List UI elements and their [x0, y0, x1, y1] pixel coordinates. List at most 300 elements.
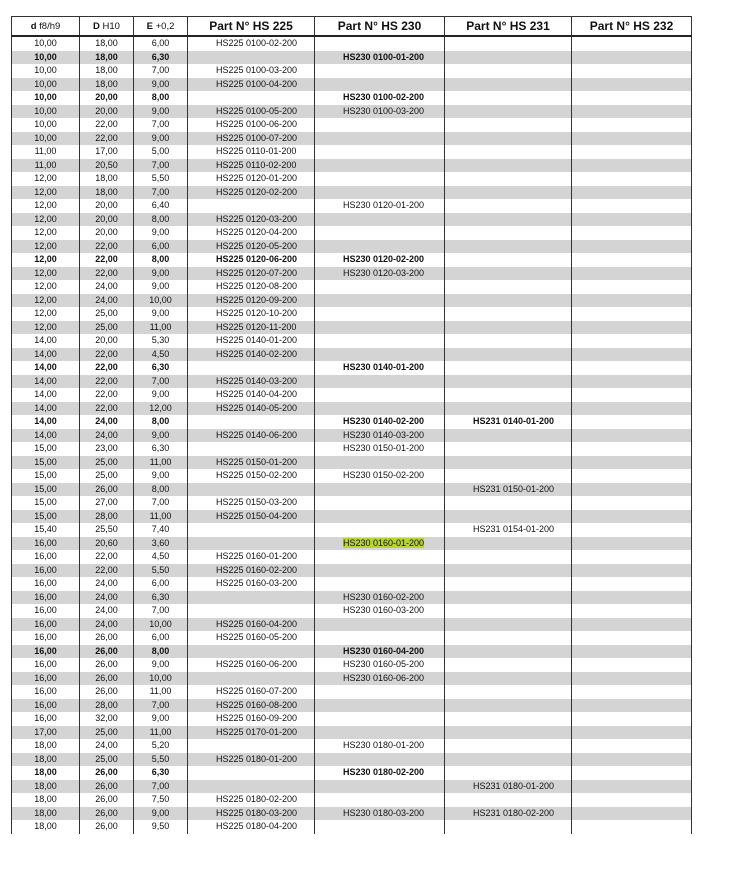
table-row: [12, 483, 692, 497]
cell-hs225: HS225 0120-07-200: [188, 267, 315, 281]
cell-d: 15,00: [12, 469, 80, 483]
cell-hs231: [445, 78, 572, 92]
header-hs225: Part N° HS 225: [188, 17, 315, 37]
table-row: [12, 280, 692, 294]
table-row: [12, 591, 692, 605]
cell-hs230: [315, 213, 445, 227]
cell-hs231: [445, 361, 572, 375]
cell-E: 9,00: [134, 132, 188, 146]
cell-E: 9,00: [134, 105, 188, 119]
cell-d: 10,00: [12, 64, 80, 78]
cell-hs232: [572, 442, 692, 456]
cell-hs231: [445, 213, 572, 227]
cell-hs232: [572, 375, 692, 389]
table-row: [12, 510, 692, 524]
cell-hs232: [572, 753, 692, 767]
cell-hs225: HS225 0100-04-200: [188, 78, 315, 92]
cell-d: 16,00: [12, 631, 80, 645]
cell-hs231: [445, 699, 572, 713]
cell-D: 22,00: [80, 564, 134, 578]
cell-D: 22,00: [80, 550, 134, 564]
cell-d: 16,00: [12, 658, 80, 672]
cell-E: 9,00: [134, 280, 188, 294]
cell-hs231: [445, 564, 572, 578]
cell-d: 11,00: [12, 145, 80, 159]
cell-hs230: [315, 321, 445, 335]
cell-D: 17,00: [80, 145, 134, 159]
cell-hs231: [445, 402, 572, 416]
cell-hs230: [315, 36, 445, 51]
cell-hs230: [315, 685, 445, 699]
table-row: [12, 226, 692, 240]
parts-table: [11, 16, 692, 834]
cell-d: 10,00: [12, 132, 80, 146]
cell-d: 10,00: [12, 51, 80, 65]
cell-E: 5,50: [134, 172, 188, 186]
cell-hs231: [445, 375, 572, 389]
cell-E: 7,00: [134, 186, 188, 200]
table-row: [12, 564, 692, 578]
table-row: [12, 294, 692, 308]
table-row: [12, 64, 692, 78]
cell-E: 6,00: [134, 631, 188, 645]
table-row: [12, 780, 692, 794]
cell-hs231: [445, 348, 572, 362]
cell-hs230: [315, 240, 445, 254]
cell-E: 10,00: [134, 618, 188, 632]
cell-hs231: [445, 91, 572, 105]
cell-hs225: [188, 91, 315, 105]
cell-hs225: HS225 0140-06-200: [188, 429, 315, 443]
table-row: [12, 388, 692, 402]
cell-D: 24,00: [80, 591, 134, 605]
cell-hs230: HS230 0150-02-200: [315, 469, 445, 483]
cell-D: 26,00: [80, 766, 134, 780]
cell-hs232: [572, 159, 692, 173]
cell-hs232: [572, 672, 692, 686]
cell-d: 14,00: [12, 334, 80, 348]
cell-hs225: [188, 537, 315, 551]
cell-D: 25,00: [80, 307, 134, 321]
cell-hs230: [315, 793, 445, 807]
cell-D: 22,00: [80, 402, 134, 416]
cell-hs232: [572, 105, 692, 119]
cell-hs230: [315, 118, 445, 132]
cell-D: 28,00: [80, 510, 134, 524]
header-hs232: Part N° HS 232: [572, 17, 692, 37]
table-row: [12, 712, 692, 726]
cell-hs231: [445, 132, 572, 146]
cell-hs225: HS225 0100-05-200: [188, 105, 315, 119]
cell-D: 24,00: [80, 604, 134, 618]
cell-D: 24,00: [80, 415, 134, 429]
cell-hs232: [572, 631, 692, 645]
table-row: [12, 442, 692, 456]
table-row: [12, 793, 692, 807]
cell-d: 14,00: [12, 429, 80, 443]
cell-hs231: [445, 105, 572, 119]
cell-E: 6,30: [134, 766, 188, 780]
cell-hs232: [572, 402, 692, 416]
table-row: [12, 658, 692, 672]
cell-E: 5,00: [134, 145, 188, 159]
cell-d: 14,00: [12, 375, 80, 389]
table-row: [12, 402, 692, 416]
cell-hs230: [315, 618, 445, 632]
cell-d: 12,00: [12, 186, 80, 200]
cell-hs225: HS225 0180-03-200: [188, 807, 315, 821]
cell-d: 12,00: [12, 294, 80, 308]
cell-hs231: [445, 186, 572, 200]
cell-hs232: [572, 726, 692, 740]
cell-hs231: HS231 0150-01-200: [445, 483, 572, 497]
cell-hs225: HS225 0110-02-200: [188, 159, 315, 173]
cell-hs230: HS230 0120-01-200: [315, 199, 445, 213]
cell-D: 26,00: [80, 780, 134, 794]
table-row: [12, 91, 692, 105]
table-row: [12, 469, 692, 483]
cell-E: 6,00: [134, 36, 188, 51]
cell-d: 11,00: [12, 159, 80, 173]
cell-hs225: HS225 0180-04-200: [188, 820, 315, 834]
cell-hs232: [572, 658, 692, 672]
cell-hs231: [445, 253, 572, 267]
cell-d: 18,00: [12, 739, 80, 753]
cell-hs231: [445, 267, 572, 281]
cell-E: 11,00: [134, 510, 188, 524]
table-row: [12, 645, 692, 659]
cell-D: 22,00: [80, 361, 134, 375]
cell-hs231: HS231 0140-01-200: [445, 415, 572, 429]
cell-D: 18,00: [80, 36, 134, 51]
cell-hs232: [572, 564, 692, 578]
cell-D: 24,00: [80, 618, 134, 632]
cell-d: 15,00: [12, 483, 80, 497]
cell-hs225: [188, 591, 315, 605]
cell-hs232: [572, 199, 692, 213]
cell-d: 10,00: [12, 118, 80, 132]
cell-hs230: [315, 159, 445, 173]
table-row: [12, 739, 692, 753]
table-row: [12, 348, 692, 362]
cell-E: 11,00: [134, 685, 188, 699]
cell-D: 25,00: [80, 753, 134, 767]
cell-hs232: [572, 820, 692, 834]
cell-hs225: HS225 0120-02-200: [188, 186, 315, 200]
cell-D: 25,50: [80, 523, 134, 537]
cell-hs231: [445, 618, 572, 632]
cell-hs225: HS225 0120-03-200: [188, 213, 315, 227]
cell-hs230: HS230 0160-03-200: [315, 604, 445, 618]
cell-hs230: [315, 753, 445, 767]
cell-E: 7,00: [134, 496, 188, 510]
table-row: [12, 753, 692, 767]
cell-hs225: HS225 0100-03-200: [188, 64, 315, 78]
cell-hs230: [315, 550, 445, 564]
cell-D: 25,00: [80, 321, 134, 335]
cell-E: 7,40: [134, 523, 188, 537]
cell-D: 23,00: [80, 442, 134, 456]
cell-hs232: [572, 294, 692, 308]
cell-hs225: HS225 0160-01-200: [188, 550, 315, 564]
cell-D: 20,50: [80, 159, 134, 173]
cell-hs232: [572, 267, 692, 281]
cell-hs230: [315, 496, 445, 510]
cell-D: 32,00: [80, 712, 134, 726]
cell-D: 26,00: [80, 820, 134, 834]
cell-D: 26,00: [80, 685, 134, 699]
cell-hs232: [572, 712, 692, 726]
cell-hs231: [445, 631, 572, 645]
cell-d: 12,00: [12, 172, 80, 186]
cell-d: 16,00: [12, 712, 80, 726]
highlighted-part-number: HS230 0160-01-200: [343, 537, 425, 548]
cell-d: 14,00: [12, 361, 80, 375]
cell-hs231: [445, 645, 572, 659]
cell-hs230: [315, 577, 445, 591]
cell-hs225: [188, 672, 315, 686]
cell-hs225: [188, 645, 315, 659]
cell-d: 16,00: [12, 591, 80, 605]
cell-hs230: [315, 280, 445, 294]
table-row: [12, 604, 692, 618]
cell-hs232: [572, 307, 692, 321]
cell-hs225: HS225 0170-01-200: [188, 726, 315, 740]
cell-D: 26,00: [80, 807, 134, 821]
cell-hs231: [445, 766, 572, 780]
cell-E: 8,00: [134, 415, 188, 429]
table-row: [12, 820, 692, 834]
cell-hs231: [445, 793, 572, 807]
cell-hs232: [572, 334, 692, 348]
cell-hs232: [572, 253, 692, 267]
cell-E: 11,00: [134, 726, 188, 740]
cell-hs230: [315, 780, 445, 794]
cell-d: 12,00: [12, 226, 80, 240]
cell-d: 12,00: [12, 213, 80, 227]
cell-hs232: [572, 699, 692, 713]
cell-d: 16,00: [12, 604, 80, 618]
cell-D: 25,00: [80, 469, 134, 483]
cell-hs232: [572, 213, 692, 227]
cell-E: 8,00: [134, 253, 188, 267]
cell-hs232: [572, 172, 692, 186]
table-row: [12, 172, 692, 186]
cell-D: 22,00: [80, 375, 134, 389]
cell-hs231: [445, 429, 572, 443]
table-row: [12, 699, 692, 713]
cell-hs232: [572, 321, 692, 335]
cell-hs230: [315, 294, 445, 308]
cell-E: 9,00: [134, 388, 188, 402]
cell-hs230: HS230 0180-02-200: [315, 766, 445, 780]
table-row: [12, 577, 692, 591]
header-E: E +0,2: [134, 17, 188, 37]
table-row: [12, 766, 692, 780]
cell-hs225: HS225 0140-03-200: [188, 375, 315, 389]
cell-hs230: HS230 0100-01-200: [315, 51, 445, 65]
cell-hs231: [445, 172, 572, 186]
cell-hs225: HS225 0120-08-200: [188, 280, 315, 294]
cell-hs231: [445, 64, 572, 78]
table-row: [12, 186, 692, 200]
cell-hs232: [572, 793, 692, 807]
cell-E: 9,00: [134, 658, 188, 672]
table-row: [12, 334, 692, 348]
cell-hs231: [445, 321, 572, 335]
cell-hs225: HS225 0140-05-200: [188, 402, 315, 416]
cell-hs230: [315, 64, 445, 78]
cell-d: 14,00: [12, 388, 80, 402]
cell-hs232: [572, 766, 692, 780]
cell-E: 9,00: [134, 78, 188, 92]
cell-hs225: [188, 483, 315, 497]
cell-hs232: [572, 36, 692, 51]
table-row: [12, 456, 692, 470]
cell-hs225: HS225 0180-02-200: [188, 793, 315, 807]
header-hs231: Part N° HS 231: [445, 17, 572, 37]
cell-hs230: [315, 699, 445, 713]
cell-E: 6,40: [134, 199, 188, 213]
table-row: [12, 618, 692, 632]
cell-hs230: HS230 0180-03-200: [315, 807, 445, 821]
cell-hs225: [188, 361, 315, 375]
cell-hs231: [445, 672, 572, 686]
cell-hs232: [572, 226, 692, 240]
cell-hs225: [188, 199, 315, 213]
cell-hs231: [445, 510, 572, 524]
cell-hs225: HS225 0160-03-200: [188, 577, 315, 591]
cell-hs231: [445, 820, 572, 834]
cell-D: 26,00: [80, 645, 134, 659]
cell-hs231: HS231 0180-02-200: [445, 807, 572, 821]
cell-D: 24,00: [80, 429, 134, 443]
cell-hs232: [572, 132, 692, 146]
cell-hs232: [572, 550, 692, 564]
cell-hs232: [572, 510, 692, 524]
cell-hs225: HS225 0160-04-200: [188, 618, 315, 632]
table-row: [12, 321, 692, 335]
cell-hs230: [315, 510, 445, 524]
table-row: [12, 105, 692, 119]
cell-hs225: HS225 0160-06-200: [188, 658, 315, 672]
cell-hs230: HS230 0150-01-200: [315, 442, 445, 456]
cell-d: 16,00: [12, 577, 80, 591]
cell-hs230: [315, 456, 445, 470]
cell-hs231: HS231 0180-01-200: [445, 780, 572, 794]
cell-d: 15,00: [12, 510, 80, 524]
cell-d: 18,00: [12, 793, 80, 807]
cell-hs232: [572, 739, 692, 753]
cell-D: 22,00: [80, 118, 134, 132]
cell-E: 9,00: [134, 267, 188, 281]
cell-hs230: [315, 388, 445, 402]
cell-d: 16,00: [12, 550, 80, 564]
cell-hs230: [315, 564, 445, 578]
cell-hs230: [315, 375, 445, 389]
cell-E: 9,00: [134, 307, 188, 321]
cell-hs230: HS230 0160-05-200: [315, 658, 445, 672]
cell-hs225: [188, 766, 315, 780]
cell-E: 9,00: [134, 807, 188, 821]
cell-hs225: [188, 739, 315, 753]
cell-D: 25,00: [80, 456, 134, 470]
table-row: [12, 132, 692, 146]
cell-E: 7,00: [134, 699, 188, 713]
cell-E: 9,00: [134, 226, 188, 240]
cell-E: 7,00: [134, 375, 188, 389]
cell-D: 18,00: [80, 186, 134, 200]
cell-E: 4,50: [134, 550, 188, 564]
cell-d: 16,00: [12, 618, 80, 632]
cell-hs231: [445, 36, 572, 51]
header-D: D H10: [80, 17, 134, 37]
cell-hs231: [445, 726, 572, 740]
cell-hs225: HS225 0160-02-200: [188, 564, 315, 578]
cell-D: 18,00: [80, 64, 134, 78]
cell-d: 10,00: [12, 105, 80, 119]
cell-hs225: HS225 0120-10-200: [188, 307, 315, 321]
cell-d: 10,00: [12, 91, 80, 105]
cell-hs231: [445, 118, 572, 132]
cell-D: 25,00: [80, 726, 134, 740]
cell-hs225: HS225 0120-11-200: [188, 321, 315, 335]
table-row: [12, 496, 692, 510]
cell-hs230: HS230 0120-02-200: [315, 253, 445, 267]
cell-hs232: [572, 618, 692, 632]
cell-hs225: HS225 0120-04-200: [188, 226, 315, 240]
cell-D: 27,00: [80, 496, 134, 510]
cell-d: 12,00: [12, 280, 80, 294]
table-row: [12, 537, 692, 551]
cell-E: 5,20: [134, 739, 188, 753]
cell-hs232: [572, 348, 692, 362]
header-hs230: Part N° HS 230: [315, 17, 445, 37]
table-row: [12, 253, 692, 267]
cell-E: 11,00: [134, 456, 188, 470]
cell-hs230: HS230 0100-02-200: [315, 91, 445, 105]
cell-hs231: [445, 456, 572, 470]
cell-hs231: [445, 591, 572, 605]
cell-E: 6,00: [134, 240, 188, 254]
cell-d: 12,00: [12, 199, 80, 213]
cell-hs231: [445, 537, 572, 551]
cell-hs231: [445, 294, 572, 308]
cell-hs230: [315, 523, 445, 537]
cell-d: 18,00: [12, 820, 80, 834]
cell-E: 3,60: [134, 537, 188, 551]
table-row: [12, 807, 692, 821]
cell-hs232: [572, 429, 692, 443]
cell-hs230: [315, 145, 445, 159]
table-row: [12, 51, 692, 65]
table-row: [12, 307, 692, 321]
cell-hs231: [445, 199, 572, 213]
cell-hs225: HS225 0140-04-200: [188, 388, 315, 402]
table-body: [12, 36, 692, 834]
cell-hs232: [572, 78, 692, 92]
cell-hs225: HS225 0160-09-200: [188, 712, 315, 726]
cell-hs231: [445, 469, 572, 483]
cell-d: 17,00: [12, 726, 80, 740]
cell-d: 12,00: [12, 253, 80, 267]
cell-hs232: [572, 388, 692, 402]
cell-E: 6,30: [134, 442, 188, 456]
cell-E: 9,50: [134, 820, 188, 834]
cell-hs232: [572, 361, 692, 375]
table-row: [12, 240, 692, 254]
cell-hs232: [572, 577, 692, 591]
